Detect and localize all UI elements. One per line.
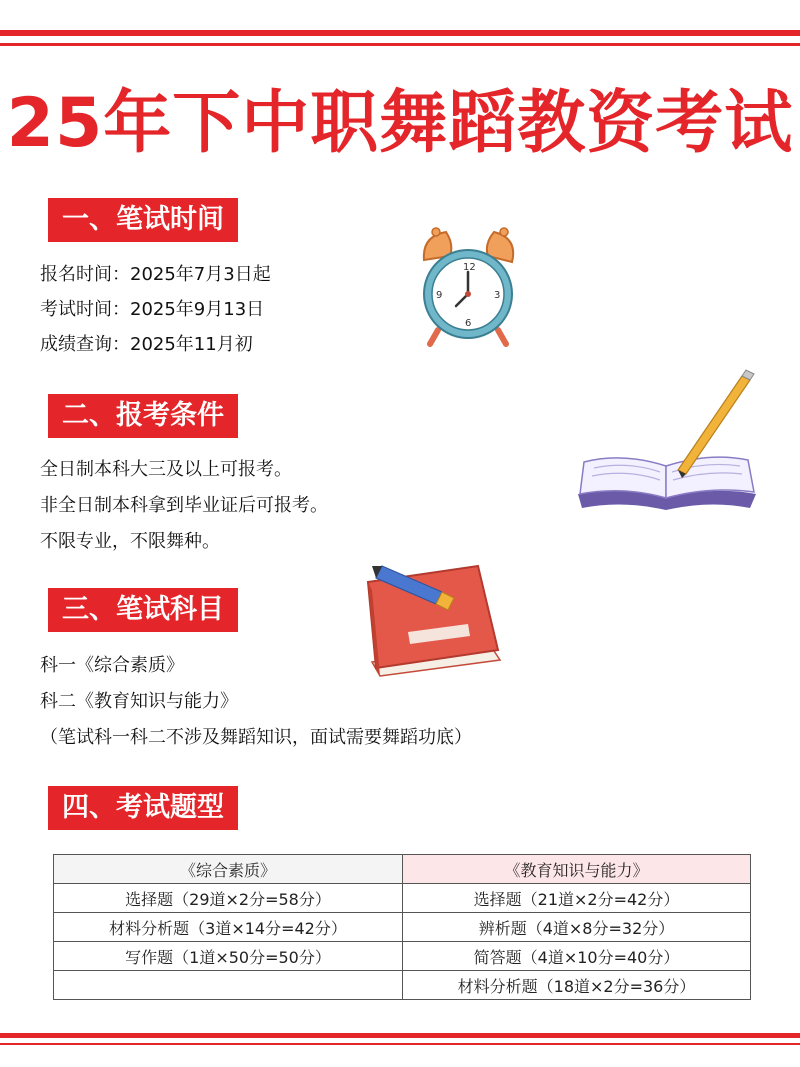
page-title: 25年下中职舞蹈教资考试 [6, 84, 794, 163]
table-row [54, 884, 751, 913]
table-header-education: 《教育知识与能力》 [403, 855, 751, 884]
eligibility-fulltime: 全日制本科大三及以上可报考。 [40, 459, 292, 480]
score-query-time: 成绩查询：2025年11月初 [40, 334, 253, 355]
table-cell: 简答题（4道×10分=40分） [403, 942, 751, 971]
table-header-comprehensive: 《综合素质》 [54, 855, 403, 884]
alarm-clock-icon [410, 222, 530, 347]
top-decorative-bar [0, 30, 800, 36]
table-cell: 选择题（21道×2分=42分） [403, 884, 751, 913]
table-row [54, 913, 751, 942]
subject-note: （笔试科一科二不涉及舞蹈知识，面试需要舞蹈功底） [40, 727, 472, 748]
section-heading-eligibility: 二、报考条件 [48, 394, 238, 438]
exam-time: 考试时间：2025年9月13日 [40, 299, 265, 320]
table-cell: 材料分析题（18道×2分=36分） [403, 971, 751, 1000]
svg-text:3: 3 [494, 290, 501, 301]
table-header-row [54, 855, 751, 884]
svg-text:9: 9 [436, 290, 443, 301]
svg-text:6: 6 [465, 318, 472, 329]
table-row [54, 971, 751, 1000]
open-book-pencil-icon [572, 366, 762, 516]
bottom-decorative-thin-bar [0, 1043, 800, 1045]
table-cell [54, 971, 403, 1000]
registration-time: 报名时间：2025年7月3日起 [40, 264, 271, 285]
svg-text:12: 12 [463, 262, 476, 273]
eligibility-major: 不限专业，不限舞种。 [40, 531, 220, 552]
eligibility-parttime: 非全日制本科拿到毕业证后可报考。 [40, 495, 328, 516]
section-heading-question-types: 四、考试题型 [48, 786, 238, 830]
section-heading-exam-time: 一、笔试时间 [48, 198, 238, 242]
subject-two: 科二《教育知识与能力》 [40, 691, 238, 712]
red-book-pencil-icon [362, 552, 514, 682]
bottom-decorative-bar [0, 1033, 800, 1038]
section-heading-subjects: 三、笔试科目 [48, 588, 238, 632]
top-decorative-thin-bar [0, 43, 800, 46]
table-cell: 辨析题（4道×8分=32分） [403, 913, 751, 942]
question-types-table [53, 854, 751, 1000]
subject-one: 科一《综合素质》 [40, 655, 184, 676]
table-row [54, 942, 751, 971]
table-cell: 材料分析题（3道×14分=42分） [54, 913, 403, 942]
table-cell: 写作题（1道×50分=50分） [54, 942, 403, 971]
table-cell: 选择题（29道×2分=58分） [54, 884, 403, 913]
